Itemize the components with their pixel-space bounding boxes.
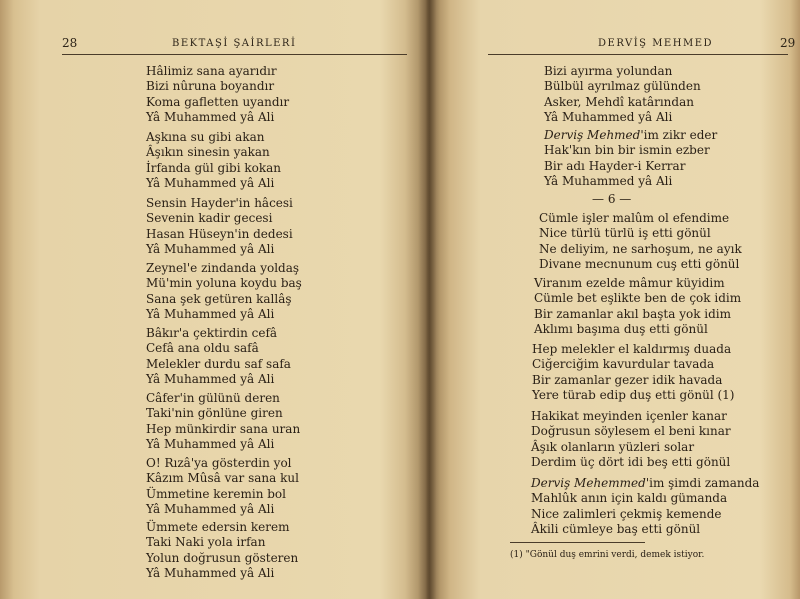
footnote-rule [510, 542, 645, 543]
left-stanza-7 [146, 456, 299, 518]
verse-line: Asker, Mehdî katârından [544, 94, 694, 109]
verse-line: Ne deliyim, ne sarhoşum, ne ayık [539, 241, 742, 256]
verse-line: Yolun doğrusun gösteren [146, 550, 299, 565]
verse-line [544, 128, 717, 143]
verse-line: Yâ Muhammed yâ Ali [146, 566, 275, 581]
poet-name: Derviş Mehmed [544, 128, 641, 142]
left-stanza-5 [146, 326, 291, 388]
footnote: (1) "Gönül duş emrini verdi, demek istiyor. [510, 550, 705, 560]
left-header-rule [62, 54, 407, 55]
right-stanza-4 [531, 409, 731, 471]
verse-line: Yâ Muhammed yâ Ali [544, 110, 673, 125]
verse-line: Yere türab edip duş etti gönül (1) [532, 388, 735, 403]
verse-line: Doğrusun söylesem el beni kınar [531, 424, 731, 439]
left-stanza-4 [146, 261, 302, 323]
verse-line: Yâ Muhammed yâ Ali [146, 437, 275, 452]
verse-line: Mahlûk anın için kaldı gümanda [531, 491, 728, 506]
verse-line: Mü'min yoluna koydu baş [146, 276, 302, 291]
verse-line: Ciğerciğim kavurdular tavada [532, 357, 715, 372]
verse-line [531, 476, 759, 491]
verse-line: Kâzım Mûsâ var sana kul [146, 471, 299, 486]
verse-line: Sensin Hayder'in hâcesi [146, 196, 293, 210]
right-stanza-b [544, 128, 717, 190]
verse-line: Yâ Muhammed yâ Ali [146, 176, 275, 191]
verse-line: Bâkır'a çektirdin cefâ [146, 326, 278, 340]
verse-line: Nice zalimleri çekmiş kemende [531, 506, 722, 521]
verse-line: Cümle bet eşlikte ben de çok idim [534, 291, 742, 306]
verse-line: Bir zamanlar gezer idik havada [532, 372, 723, 387]
verse-line: Ümmete edersin kerem [146, 520, 290, 534]
verse-line: Nice türlü türlü iş etti gönül [539, 226, 711, 241]
right-stanza-3 [532, 342, 734, 404]
right-page-number: 29 [780, 36, 796, 50]
right-header-rule [488, 54, 788, 55]
verse-line: Taki'nin gönlüne giren [146, 406, 283, 421]
right-running-head: DERVİŞ MEHMED [598, 38, 714, 49]
verse-line: Sana şek getüren kallâş [146, 291, 292, 306]
verse-line: Divane mecnunum cuş etti gönül [539, 257, 740, 272]
verse-line: Aklımı başıma duş etti gönül [534, 322, 708, 337]
verse-line: O! Rızâ'ya gösterdin yol [146, 456, 292, 470]
verse-line: Hâlimiz sana ayarıdır [146, 64, 277, 78]
verse-line: Âkili cümleye baş etti gönül [531, 522, 701, 537]
right-stanza-2 [534, 276, 741, 338]
verse-line: Hasan Hüseyn'in dedesi [146, 226, 293, 241]
verse-line: Âşıkın sinesin yakan [146, 145, 270, 160]
poet-name: Derviş Mehemmed [531, 476, 646, 490]
verse-line: Bizi nûruna boyandır [146, 79, 275, 94]
verse-line: Hep melekler el kaldırmış duada [532, 342, 732, 356]
left-page-number: 28 [62, 36, 78, 50]
verse-line: Yâ Muhammed yâ Ali [146, 307, 275, 322]
verse-line: Yâ Muhammed yâ Ali [544, 174, 673, 189]
verse-line: Koma gafletten uyandır [146, 94, 290, 109]
section-marker: — 6 — [592, 192, 632, 206]
left-stanza-1 [146, 64, 289, 126]
right-page [428, 0, 800, 599]
left-stanza-6 [146, 391, 300, 453]
verse-line: Hakikat meyinden içenler kanar [531, 409, 727, 423]
left-running-head: BEKTAŞİ ŞAİRLERİ [172, 38, 297, 49]
verse-line: Bizi ayırma yolundan [544, 64, 673, 78]
verse-line: Yâ Muhammed yâ Ali [146, 372, 275, 387]
verse-line: Taki Naki yola irfan [146, 535, 266, 550]
verse-line: Cefâ ana oldu safâ [146, 341, 259, 356]
verse-line: Yâ Muhammed yâ Ali [146, 502, 275, 517]
verse-line-rest: 'im zikr eder [640, 128, 718, 142]
verse-line: Derdim üç dört idi beş etti gönül [531, 455, 731, 470]
verse-line: Bülbül ayrılmaz gülünden [544, 79, 701, 94]
verse-line: Âşık olanların yüzleri solar [531, 439, 695, 454]
verse-line: Ümmetine keremin bol [146, 486, 286, 501]
left-stanza-2 [146, 130, 281, 192]
verse-line: Yâ Muhammed yâ Ali [146, 242, 275, 257]
right-stanza-5 [531, 476, 759, 538]
left-stanza-8 [146, 520, 298, 582]
right-stanza-a [544, 64, 701, 126]
verse-line: Zeynel'e zindanda yoldaş [146, 261, 300, 275]
verse-line: Viranım ezelde mâmur küyidim [534, 276, 725, 290]
verse-line: Hep münkirdir sana uran [146, 421, 301, 436]
verse-line: Yâ Muhammed yâ Ali [146, 110, 275, 125]
verse-line: Bir adı Hayder-i Kerrar [544, 158, 686, 173]
verse-line: Aşkına su gibi akan [146, 130, 265, 144]
left-stanza-3 [146, 196, 293, 258]
verse-line-rest: 'im şimdi zamanda [645, 476, 760, 490]
verse-line: İrfanda gül gibi kokan [146, 160, 282, 175]
verse-line: Câfer'in gülünü deren [146, 391, 280, 405]
verse-line: Sevenin kadir gecesi [146, 211, 273, 226]
verse-line: Bir zamanlar akıl başta yok idim [534, 306, 732, 321]
verse-line: Hak'kın bin bir ismin ezber [544, 143, 710, 158]
verse-line: Cümle işler malûm ol efendime [539, 211, 730, 225]
right-stanza-1 [539, 211, 742, 273]
verse-line: Melekler durdu saf safa [146, 356, 291, 371]
